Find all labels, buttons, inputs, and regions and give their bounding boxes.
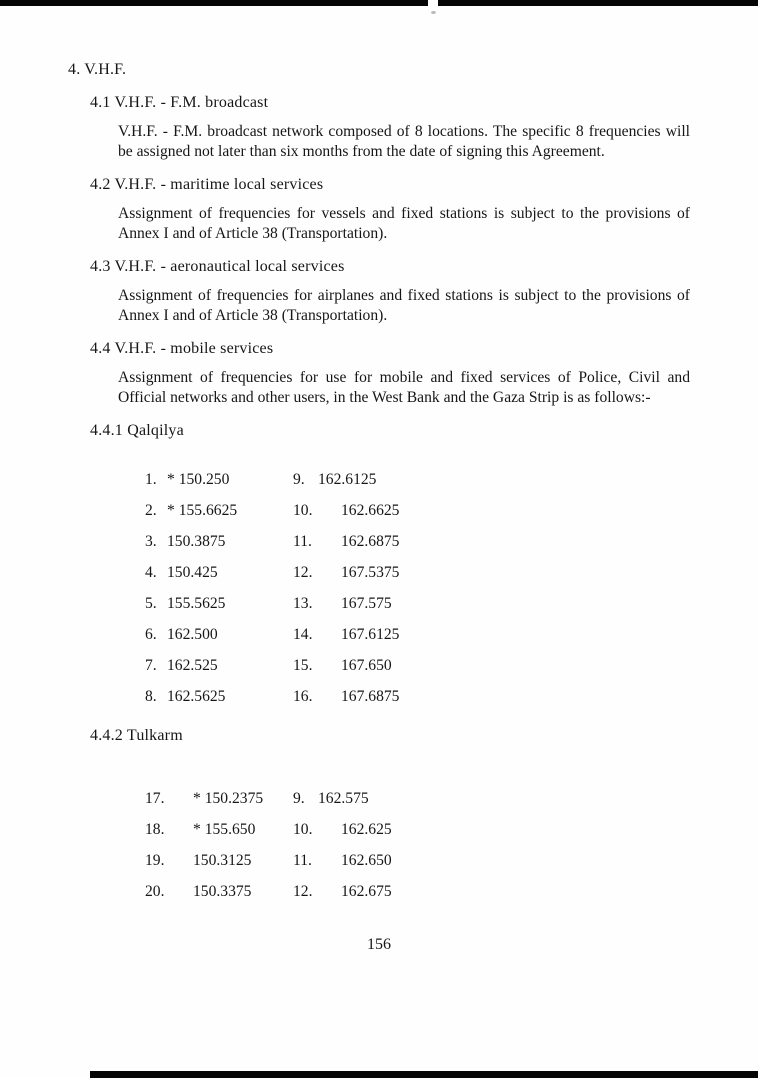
frequency-row — [145, 501, 690, 520]
freq-value: 167.650 — [341, 657, 392, 674]
freq-index: 11. — [293, 533, 312, 550]
freq-index: 16. — [293, 688, 313, 705]
freq-value: 167.575 — [341, 595, 392, 612]
freq-index: 1. — [145, 471, 157, 488]
freq-index: 14. — [293, 626, 313, 643]
subsection-title: 4.4 V.H.F. - mobile services — [90, 340, 274, 357]
freq-index: 11. — [293, 852, 312, 869]
freq-index: 4. — [145, 564, 157, 581]
page-number: 156 — [367, 936, 391, 953]
freq-value: 150.425 — [167, 564, 218, 581]
subsection-4-4 — [68, 339, 690, 407]
frequency-row — [145, 882, 690, 901]
scan-artifact-notch — [428, 0, 438, 6]
freq-index: 18. — [145, 821, 165, 838]
freq-value: 162.500 — [167, 626, 218, 643]
freq-value: 162.525 — [167, 657, 218, 674]
freq-value: * 150.2375 — [193, 790, 264, 807]
scan-artifact-bottom — [90, 1071, 758, 1078]
freq-value: 167.6875 — [341, 688, 400, 705]
frequency-row — [145, 594, 690, 613]
scan-artifact-dot — [431, 11, 436, 14]
freq-index: 8. — [145, 688, 157, 705]
freq-value: 162.5625 — [167, 688, 226, 705]
freq-value: 162.675 — [341, 883, 392, 900]
section-heading: 4. V.H.F. — [68, 61, 127, 78]
freq-index: 13. — [293, 595, 313, 612]
list-title-qalqilya: 4.4.1 Qalqilya — [90, 422, 184, 439]
freq-value: 150.3375 — [193, 883, 252, 900]
subsection-title: 4.2 V.H.F. - maritime local services — [90, 176, 324, 193]
freq-value: 167.5375 — [341, 564, 400, 581]
freq-value: 162.650 — [341, 852, 392, 869]
freq-index: 5. — [145, 595, 157, 612]
frequency-table-qalqilya — [145, 470, 690, 706]
frequency-row — [145, 656, 690, 675]
subsection-4-1 — [68, 93, 690, 161]
freq-index: 10. — [293, 502, 313, 519]
paragraph: Assignment of frequencies for use for mobile and fixed services of Police, Civil and Official networks and other users, in the West Bank and the Gaza Strip is as follows:- — [118, 369, 690, 406]
freq-index: 17. — [145, 790, 165, 807]
subsection-title: 4.3 V.H.F. - aeronautical local services — [90, 258, 345, 275]
frequency-row — [145, 851, 690, 870]
freq-value: 162.6625 — [341, 502, 400, 519]
frequency-row — [145, 625, 690, 644]
freq-index: 10. — [293, 821, 313, 838]
scan-artifact-top — [0, 0, 758, 6]
freq-value: * 155.6625 — [167, 502, 238, 519]
freq-index: 19. — [145, 852, 165, 869]
paragraph: V.H.F. - F.M. broadcast network composed of 8 locations. The specific 8 frequencies will be assigned not later than six months from the date of signing this Agreement. — [118, 123, 690, 160]
freq-value: 162.625 — [341, 821, 392, 838]
document-content — [68, 60, 690, 954]
subsection-4-2 — [68, 175, 690, 243]
frequency-row — [145, 820, 690, 839]
paragraph: Assignment of frequencies for vessels and fixed stations is subject to the provisions of Annex I and of Article 38 (Transportation). — [118, 205, 690, 242]
freq-value: 155.5625 — [167, 595, 226, 612]
freq-index: 2. — [145, 502, 157, 519]
freq-index: 20. — [145, 883, 165, 900]
freq-index: 12. — [293, 564, 313, 581]
freq-index: 12. — [293, 883, 313, 900]
freq-value: 150.3875 — [167, 533, 226, 550]
freq-index: 9. — [293, 790, 305, 807]
frequency-row — [145, 470, 690, 489]
freq-index: 7. — [145, 657, 157, 674]
freq-index: 9. — [293, 471, 305, 488]
subsection-title: 4.1 V.H.F. - F.M. broadcast — [90, 94, 269, 111]
frequency-row — [145, 563, 690, 582]
freq-value: * 150.250 — [167, 471, 230, 488]
freq-value: 150.3125 — [193, 852, 252, 869]
freq-index: 6. — [145, 626, 157, 643]
subsection-4-3 — [68, 257, 690, 325]
freq-value: 162.6875 — [341, 533, 400, 550]
list-title-tulkarm: 4.4.2 Tulkarm — [90, 727, 183, 744]
frequency-row — [145, 789, 690, 808]
frequency-row — [145, 532, 690, 551]
frequency-row — [145, 687, 690, 706]
freq-value: * 155.650 — [193, 821, 256, 838]
freq-value: 162.6125 — [318, 471, 377, 488]
freq-value: 162.575 — [318, 790, 369, 807]
freq-value: 167.6125 — [341, 626, 400, 643]
frequency-table-tulkarm — [145, 789, 690, 901]
freq-index: 3. — [145, 533, 157, 550]
freq-index: 15. — [293, 657, 313, 674]
paragraph: Assignment of frequencies for airplanes and fixed stations is subject to the provisions of Annex I and of Article 38 (Transportation). — [118, 287, 690, 324]
